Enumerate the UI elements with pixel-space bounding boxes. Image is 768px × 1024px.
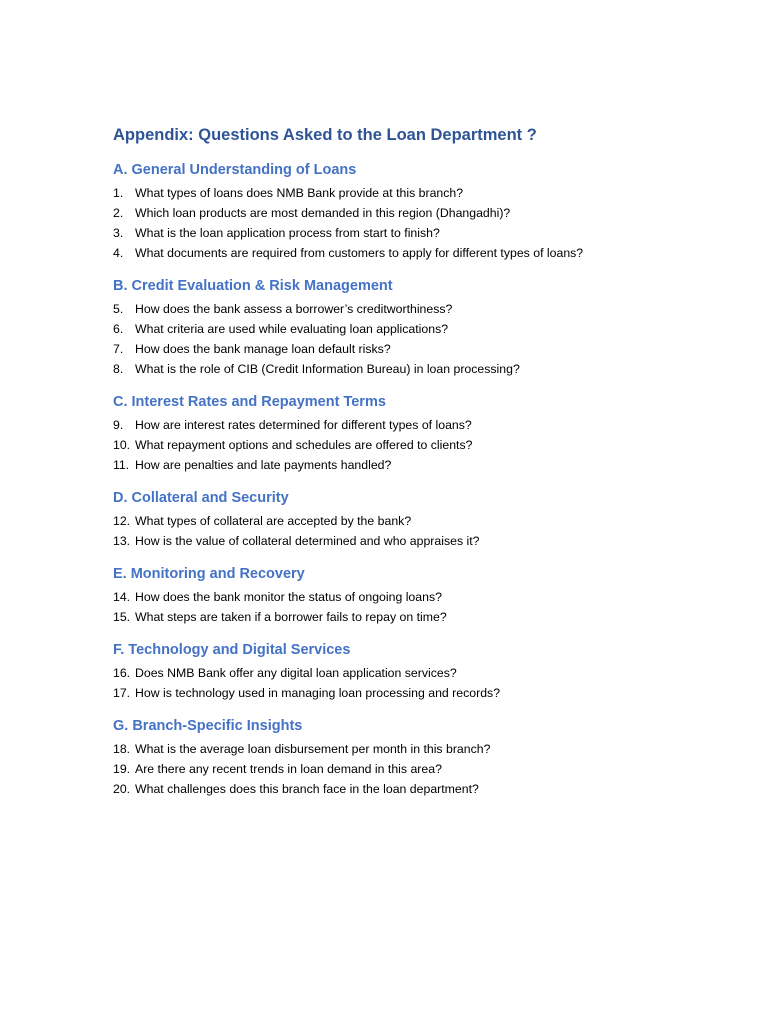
section-heading: B. Credit Evaluation & Risk Management	[113, 278, 393, 294]
question-text: What types of collateral are accepted by the bank?	[135, 514, 412, 528]
question-text: Are there any recent trends in loan demand in this area?	[135, 762, 442, 776]
question-item	[113, 531, 733, 551]
question-item	[113, 663, 733, 683]
question-number: 1.	[113, 186, 124, 200]
question-number: 17.	[113, 686, 131, 700]
question-text: Does NMB Bank offer any digital loan application services?	[135, 666, 457, 680]
question-item	[113, 511, 733, 531]
question-item	[113, 779, 733, 799]
question-text: What is the average loan disbursement per month in this branch?	[135, 742, 491, 756]
question-number: 3.	[113, 226, 124, 240]
question-text: What is the role of CIB (Credit Information Bureau) in loan processing?	[135, 362, 520, 376]
section-heading: G. Branch-Specific Insights	[113, 718, 303, 734]
question-list	[113, 183, 733, 263]
section-heading: D. Collateral and Security	[113, 490, 289, 506]
question-text: What types of loans does NMB Bank provide at this branch?	[135, 186, 464, 200]
question-number: 19.	[113, 762, 131, 776]
question-text: How does the bank monitor the status of ongoing loans?	[135, 590, 442, 604]
question-number: 16.	[113, 666, 131, 680]
section-general-understanding	[113, 160, 733, 263]
question-item	[113, 243, 733, 263]
question-number: 2.	[113, 206, 124, 220]
question-number: 4.	[113, 246, 124, 260]
question-text: What challenges does this branch face in the loan department?	[135, 782, 479, 796]
document-page	[113, 124, 733, 812]
question-item	[113, 339, 733, 359]
question-number: 6.	[113, 322, 124, 336]
question-number: 18.	[113, 742, 131, 756]
question-item	[113, 183, 733, 203]
question-number: 13.	[113, 534, 131, 548]
question-text: What documents are required from customers to apply for different types of loans?	[135, 246, 584, 260]
question-item	[113, 587, 733, 607]
section-heading: A. General Understanding of Loans	[113, 162, 357, 178]
section-branch-insights	[113, 716, 733, 799]
question-text: What criteria are used while evaluating loan applications?	[135, 322, 449, 336]
section-technology	[113, 640, 733, 703]
section-collateral	[113, 488, 733, 551]
question-number: 20.	[113, 782, 131, 796]
question-item	[113, 759, 733, 779]
question-list	[113, 587, 733, 627]
section-heading: C. Interest Rates and Repayment Terms	[113, 394, 386, 410]
question-text: What steps are taken if a borrower fails to repay on time?	[135, 610, 447, 624]
question-item	[113, 455, 733, 475]
question-item	[113, 739, 733, 759]
question-text: How is technology used in managing loan processing and records?	[135, 686, 501, 700]
page-title: Appendix: Questions Asked to the Loan Department ?	[113, 126, 537, 144]
section-interest-rates	[113, 392, 733, 475]
section-heading: E. Monitoring and Recovery	[113, 566, 305, 582]
question-item	[113, 683, 733, 703]
question-item	[113, 607, 733, 627]
question-text: How does the bank manage loan default risks?	[135, 342, 391, 356]
question-text: Which loan products are most demanded in this region (Dhangadhi)?	[135, 206, 511, 220]
question-item	[113, 299, 733, 319]
question-item	[113, 359, 733, 379]
section-monitoring	[113, 564, 733, 627]
question-list	[113, 299, 733, 379]
question-item	[113, 319, 733, 339]
question-item	[113, 203, 733, 223]
question-number: 8.	[113, 362, 124, 376]
question-list	[113, 415, 733, 475]
question-number: 11.	[113, 458, 130, 472]
question-text: What repayment options and schedules are offered to clients?	[135, 438, 473, 452]
question-number: 5.	[113, 302, 124, 316]
question-number: 7.	[113, 342, 124, 356]
question-list	[113, 739, 733, 799]
question-number: 12.	[113, 514, 131, 528]
question-text: How is the value of collateral determined and who appraises it?	[135, 534, 480, 548]
question-list	[113, 663, 733, 703]
question-item	[113, 223, 733, 243]
section-credit-evaluation	[113, 276, 733, 379]
question-text: How are interest rates determined for different types of loans?	[135, 418, 472, 432]
question-number: 15.	[113, 610, 131, 624]
question-number: 14.	[113, 590, 131, 604]
question-text: How does the bank assess a borrower’s creditworthiness?	[135, 302, 453, 316]
section-heading: F. Technology and Digital Services	[113, 642, 351, 658]
question-item	[113, 415, 733, 435]
question-item	[113, 435, 733, 455]
question-text: How are penalties and late payments handled?	[135, 458, 392, 472]
question-list	[113, 511, 733, 551]
question-text: What is the loan application process from start to finish?	[135, 226, 440, 240]
question-number: 9.	[113, 418, 124, 432]
question-number: 10.	[113, 438, 131, 452]
